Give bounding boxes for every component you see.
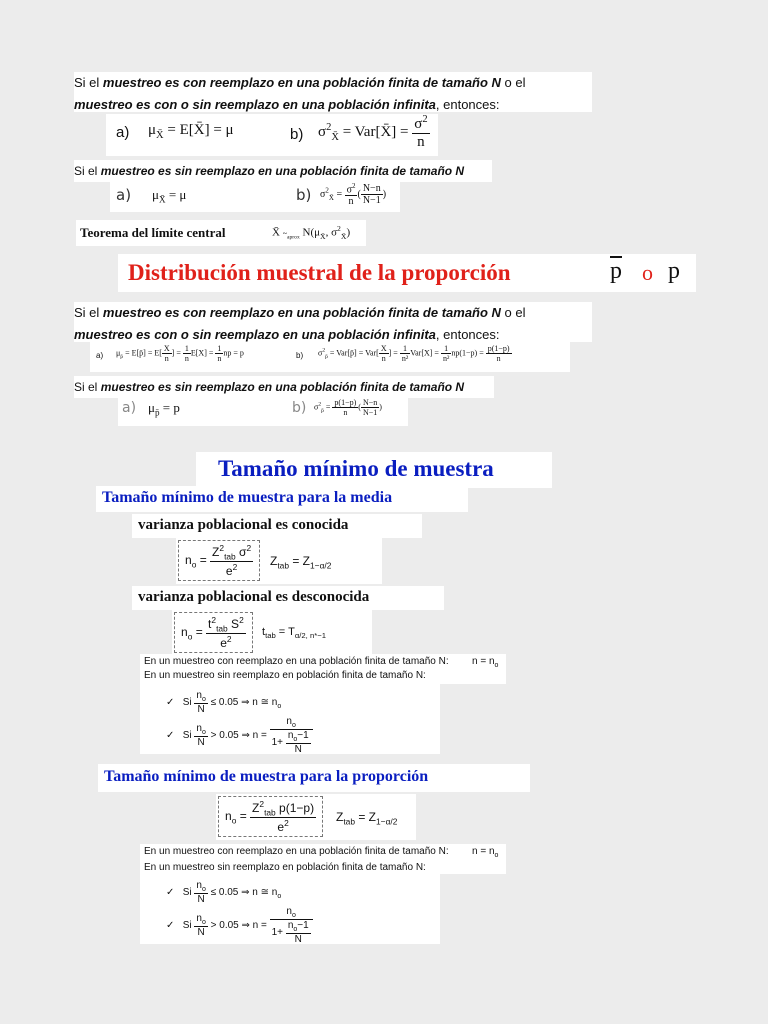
intro3-pre: Si el xyxy=(74,305,103,320)
intro-paragraph-2 xyxy=(74,160,492,182)
mean-a-expr: $\mu_{X̄}$ = E[X̄] = μ xyxy=(148,122,234,141)
title-sample-size-text: Tamaño mínimo de muestra xyxy=(218,456,494,481)
mean2-a-label: a) xyxy=(116,186,132,204)
mean-formulas-2 xyxy=(110,182,400,212)
intro4-bold1: muestreo es sin reemplazo en una población finita de tamaño N xyxy=(100,380,465,394)
known-formula-row xyxy=(176,538,382,584)
clt-label: Teorema del límite central xyxy=(80,225,226,240)
mean-rule-line2: En un muestreo sin reemplazo en población finita de tamaño N: xyxy=(144,670,426,681)
intro1-post: , entonces: xyxy=(435,97,500,112)
prop2-a-expr: $\mu_{p̄} = p$ xyxy=(148,400,180,418)
intro1-bold2: muestreo es con o sin reemplazo en una población infinita xyxy=(74,97,436,112)
prop-rules-lines xyxy=(140,844,506,874)
unknown-t: $t_{tab} = T_{\alpha/2, n*-1}$ xyxy=(262,626,326,641)
mean-rule-line1-expr: $n = n_o$ xyxy=(472,656,499,669)
intro2-pre: Si el xyxy=(74,164,101,178)
prop-formula: $n_o$ = $\frac{Z^2_{tab} p(1-p)}{e^2}$ xyxy=(218,796,323,837)
title-p2: p xyxy=(668,258,680,284)
intro2-bold1: muestreo es sin reemplazo en una población finita de tamaño N xyxy=(100,164,465,178)
prop2-a-label: a) xyxy=(122,400,137,416)
mean2-b-expr: $\sigma^2_{X̄}$ = $\frac{\sigma^2}{n}$ ( $\frac{N-n}{N-1}$ ) xyxy=(320,182,387,208)
prop2-b-expr: $\sigma^2_{p̄}$ = $\frac{p(1-p)}{n}$ ( $\frac{N-n}{N-1}$ ) xyxy=(314,398,382,417)
title-o: o xyxy=(642,260,653,285)
intro3-bold1: muestreo es con reemplazo en una población finita de tamaño N xyxy=(102,305,501,320)
prop-a-label: a) xyxy=(96,351,104,360)
mean-check2: ✓ Si $\frac{n_o}{N}$ > 0.05 ⇒ n = $n_o$ 1+ $\frac{n_o-1}{N}$ xyxy=(166,716,313,755)
title-sample-size xyxy=(196,452,552,488)
prop-check2: ✓ Si $\frac{n_o}{N}$ > 0.05 ⇒ n = $n_o$ 1+ $\frac{n_o-1}{N}$ xyxy=(166,906,313,945)
clt-expr: X̄ $\sim_{aprox}$ $N(\mu_{X̄}$, $\sigma^2_{X̄}$) xyxy=(272,224,351,241)
prop-rule-line1-expr: $n = n_o$ xyxy=(472,846,499,859)
subtitle-proportion-text: Tamaño mínimo de muestra para la proporción xyxy=(104,768,429,785)
title-pbar xyxy=(610,258,622,285)
unknown-formula-row xyxy=(172,610,372,656)
mean2-a-expr: $\mu_{X̄} = \mu$ xyxy=(152,187,187,205)
mean-b-label: b) xyxy=(290,126,304,143)
unknown-formula: $n_o$ = $\frac{t^2_{tab} S^2}{e^2}$ xyxy=(174,612,253,653)
intro-paragraph-1 xyxy=(74,72,592,112)
mean-rules-checks xyxy=(140,684,440,754)
mean-rule-line1: En un muestreo con reemplazo en una población finita de tamaño N: xyxy=(144,656,449,667)
intro3-post: , entonces: xyxy=(435,327,500,342)
title-p1: $\overline{p}$ xyxy=(610,258,622,284)
subtitle-proportion xyxy=(98,764,530,792)
title-proportion xyxy=(118,254,696,292)
subtitle-mean-text: Tamaño mínimo de muestra para la media xyxy=(102,489,393,506)
mean-a-label: a) xyxy=(116,124,130,141)
unknown-heading xyxy=(132,586,444,610)
intro1-pre: Si el xyxy=(74,75,103,90)
prop-b-label: b) xyxy=(296,351,304,360)
subtitle-mean xyxy=(96,486,468,512)
known-heading xyxy=(132,514,422,538)
prop-rules-checks xyxy=(140,874,440,944)
prop-formula-row xyxy=(216,794,416,840)
prop-rule-line2: En un muestreo sin reemplazo en población finita de tamaño N: xyxy=(144,862,426,873)
prop-formulas-2 xyxy=(118,396,408,426)
unknown-heading-text: varianza poblacional es desconocida xyxy=(138,589,370,605)
intro-paragraph-3 xyxy=(74,302,592,342)
known-z: $Z_{tab} = Z_{1-\alpha/2}$ xyxy=(270,554,332,571)
prop-z: $Z_{tab} = Z_{1-\alpha/2}$ xyxy=(336,810,398,827)
intro3-bold2: muestreo es con o sin reemplazo en una población infinita xyxy=(74,327,436,342)
intro3-mid: o el xyxy=(500,305,526,320)
prop-rule-line1: En un muestreo con reemplazo en una población finita de tamaño N: xyxy=(144,846,449,857)
mean2-b-label: b) xyxy=(296,186,312,204)
prop-b-expr: $\sigma^2_{p̄}$ = Var[p̄] = Var[ $\frac{X}{n}$ ] = $\frac{1}{\text{n²}}$ Var[X] = $\frac{1}{\text{n²}}$ np(1−p) = $\frac{p(1-p)}{n}$ xyxy=(318,344,510,363)
intro1-bold1: muestreo es con reemplazo en una población finita de tamaño N xyxy=(102,75,501,90)
title-proportion-text: Distribución muestral de la proporción xyxy=(128,260,511,285)
prop-formulas xyxy=(90,342,570,372)
known-heading-text: varianza poblacional es conocida xyxy=(138,517,349,533)
known-formula: $n_o$ = $\frac{Z^2_{tab} \sigma^2}{e^2}$ xyxy=(178,540,260,581)
mean-rules-lines xyxy=(140,654,506,684)
mean-formulas xyxy=(106,114,438,156)
mean-b-expr: $\sigma^2_{X̄}$ = Var[X̄] = $\frac{\sigma^2}{n}$ xyxy=(318,114,428,150)
mean-check1: ✓ Si $\frac{n_o}{N}$ ≤ 0.05 ⇒ n ≅ $n_o$ xyxy=(166,690,282,715)
prop2-b-label: b) xyxy=(292,400,307,416)
intro1-mid: o el xyxy=(500,75,526,90)
intro-paragraph-4 xyxy=(74,376,494,398)
prop-check1: ✓ Si $\frac{n_o}{N}$ ≤ 0.05 ⇒ n ≅ $n_o$ xyxy=(166,880,282,905)
clt-row xyxy=(76,220,366,246)
intro4-pre: Si el xyxy=(74,380,101,394)
prop-a-expr: $\mu_{p̄}$ = E[p̄] = E[ $\frac{X}{n}$ ] = $\frac{1}{n}$ E[X] = $\frac{1}{n}$ np = p xyxy=(116,344,244,363)
